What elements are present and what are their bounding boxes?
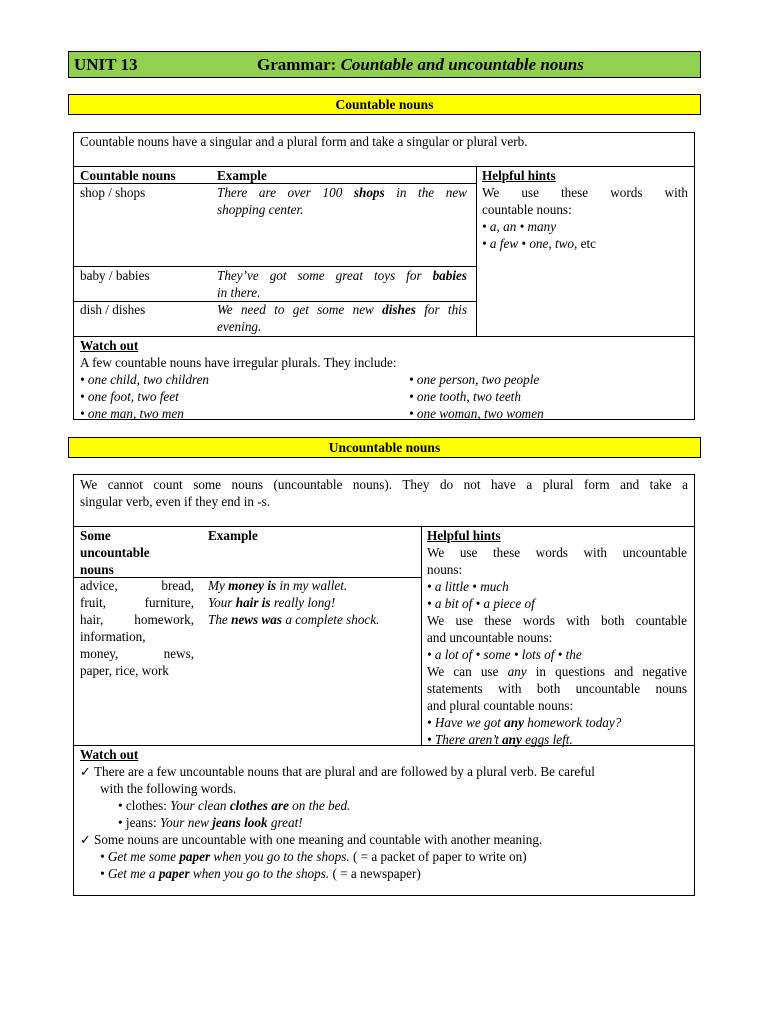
noun-row-1: shop / shops (80, 185, 146, 200)
unit-number: UNIT 13 (74, 55, 138, 74)
example-row-2: They’ve got some great toys for babies in there. (217, 268, 467, 300)
noun-row-3: dish / dishes (80, 302, 146, 317)
uncountable-example-2: Your hair is really long! (208, 595, 336, 610)
watch-clothes: • clothes: Your clean clothes are on the bed. (118, 798, 351, 813)
uncountable-hints-text: We use these words with uncountable nouns: • a little • much • a bit of • a piece of We use these words with both countable and uncountable nouns: • a lot of • some • lots of • the We can use any in questions and negative statements with both uncountable nouns and plural countable nouns: • Have we got any homework today? • There aren’t any eggs left. (427, 545, 688, 747)
countable-watch-title: Watch out (80, 338, 139, 353)
countable-intro: Countable nouns have a singular and a plural form and take a singular or plural verb. (80, 134, 528, 149)
countable-banner: Countable nouns (68, 94, 701, 115)
uncountable-watch-title: Watch out (80, 747, 139, 762)
unit-header (68, 51, 701, 78)
watch-paper-1: • Get me some paper when you go to the shops. ( = a packet of paper to write on) (100, 849, 527, 864)
check-icon: ✓ (80, 832, 92, 847)
plural-left-2: • one foot, two feet (80, 389, 179, 404)
uncountable-example-1: My money is in my wallet. (208, 578, 348, 593)
col-header-nouns: Countable nouns (80, 168, 176, 183)
watch-point-2: ✓ Some nouns are uncountable with one meaning and countable with another meaning. (80, 832, 543, 847)
example-row-1: There are over 100 shops in the new shopping center. (217, 185, 467, 217)
countable-box (73, 132, 695, 420)
watch-jeans: • jeans: Your new jeans look great! (118, 815, 303, 830)
col-header-uncountable: Some uncountable nouns (80, 528, 150, 577)
uncountable-example-3: The news was a complete shock. (208, 612, 380, 627)
countable-watch-intro: A few countable nouns have irregular plurals. They include: (80, 355, 397, 370)
plural-right-2: • one tooth, two teeth (409, 389, 521, 404)
col-header-uncountable-example: Example (208, 528, 258, 543)
uncountable-banner: Uncountable nouns (68, 437, 701, 458)
uncountable-box (73, 474, 695, 896)
watch-point-1-cont: with the following words. (100, 781, 237, 796)
watch-point-1: ✓ There are a few uncountable nouns that are plural and are followed by a plural verb. Be careful (80, 764, 595, 779)
watch-paper-2: • Get me a paper when you go to the shops. ( = a newspaper) (100, 866, 421, 881)
example-row-3: We need to get some new dishes for this evening. (217, 302, 467, 334)
unit-title: Grammar: Countable and uncountable nouns (257, 55, 584, 74)
col-header-example: Example (217, 168, 267, 183)
uncountable-intro: We cannot count some nouns (uncountable nouns). They do not have a plural form and take a singular verb, even if they end in -s. (80, 477, 688, 509)
plural-left-3: • one man, two men (80, 406, 184, 421)
plural-right-3: • one woman, two women (409, 406, 544, 421)
plural-right-1: • one person, two people (409, 372, 540, 387)
noun-row-2: baby / babies (80, 268, 150, 283)
uncountable-nouns-list: advice, bread, fruit, furniture, hair, homework, information, money, news, paper, rice, work (80, 578, 194, 678)
countable-hints-text: We use these words with countable nouns: • a, an • many • a few • one, two, etc (482, 185, 688, 251)
countable-hints-title: Helpful hints (482, 168, 556, 183)
uncountable-hints-title: Helpful hints (427, 528, 501, 543)
plural-left-1: • one child, two children (80, 372, 210, 387)
check-icon: ✓ (80, 764, 92, 779)
